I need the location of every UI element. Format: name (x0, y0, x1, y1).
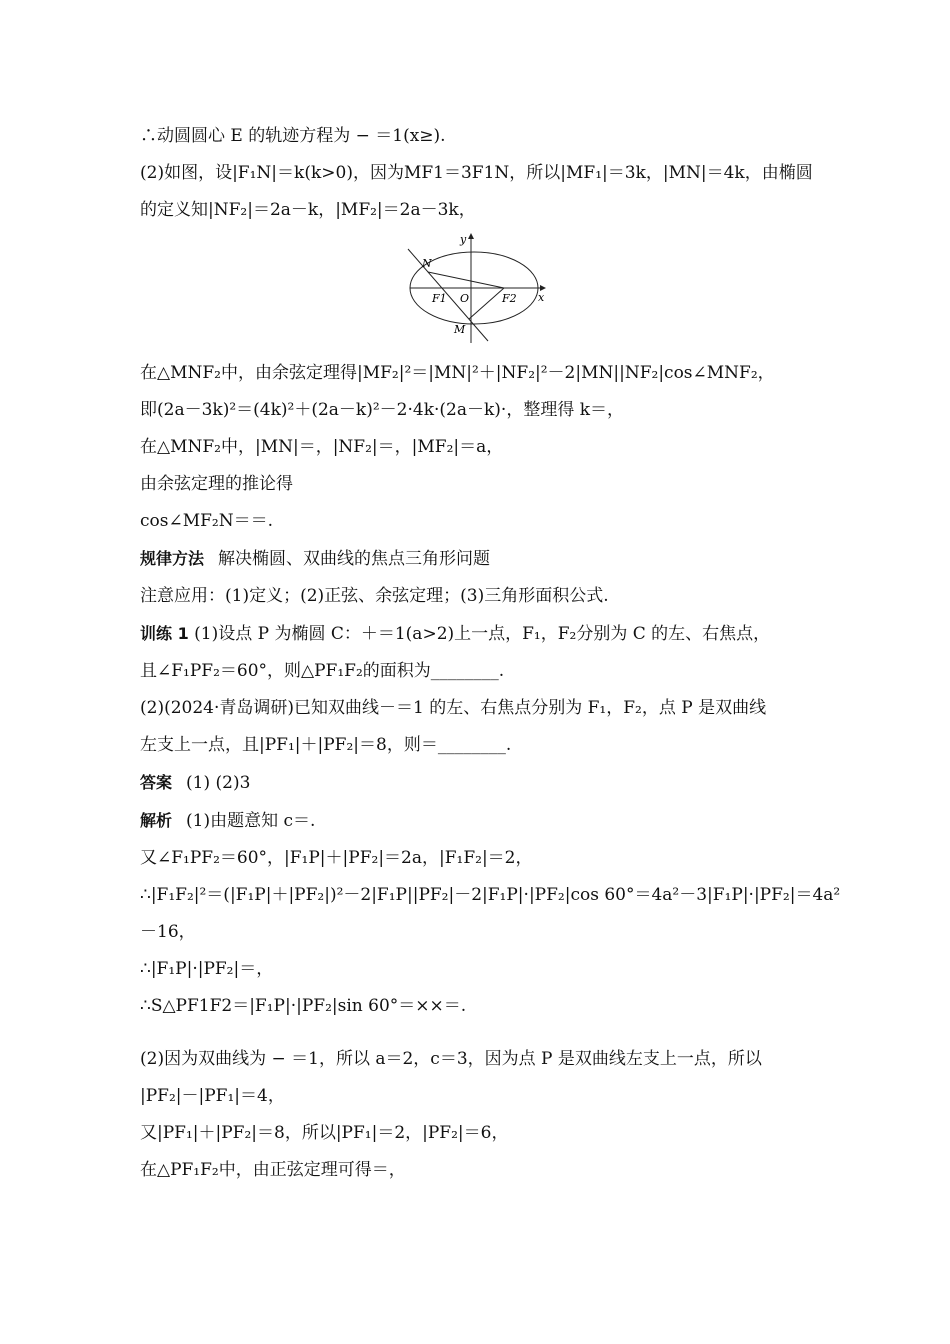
analysis-heading: 解析 (140, 811, 173, 830)
method-body: 解决椭圆、双曲线的焦点三角形问题 (218, 549, 491, 569)
text-line: (2)因为双曲线为 − ＝1，所以 a＝2，c＝3，因为点 P 是双曲线左支上一点，所以 (140, 1049, 762, 1069)
text-line: 的定义知|NF₂|＝2a－k，|MF₂|＝2a－3k， (140, 200, 476, 220)
text-line: 注意应用：(1)定义；(2)正弦、余弦定理；(3)三角形面积公式. (140, 586, 609, 606)
text-line: 且∠F₁PF₂＝60°，则△PF₁F₂的面积为________. (140, 661, 505, 681)
line-nm (408, 249, 488, 341)
text-line: 在△MNF₂中，|MN|＝，|NF₂|＝，|MF₂|＝a， (140, 437, 504, 457)
label-o: O (460, 292, 470, 305)
text-line: 左支上一点，且|PF₁|＋|PF₂|＝8，则＝________. (140, 735, 512, 755)
text-line: ∴|F₁P|·|PF₂|＝， (140, 959, 274, 979)
document-page (140, 118, 841, 1189)
text-line: (2)如图，设|F₁N|＝k(k>0)，因为MF1＝3F1N，所以|MF₁|＝3k，|MN|＝4k，由椭圆 (140, 163, 813, 183)
text-line: ∴动圆圆心 E 的轨迹方程为 − ＝1(x≥). (140, 126, 446, 146)
analysis-body: (1)由题意知 c＝. (186, 811, 316, 831)
method-line (140, 540, 820, 578)
label-x: x (538, 291, 545, 304)
exercise-heading: 训练 1 (140, 624, 189, 643)
answer-line (140, 764, 820, 802)
text-line: ∴S△PF1F2＝|F₁P|·|PF₂|sin 60°＝××＝. (140, 996, 467, 1016)
text-line: －16， (140, 922, 196, 942)
text-line: cos∠MF₂N＝＝. (140, 511, 274, 531)
text-line: (2)(2024·青岛调研)已知双曲线－＝1 的左、右焦点分别为 F₁，F₂，点 P 是双曲线 (140, 698, 767, 718)
text-line: ∴|F₁F₂|²＝(|F₁P|＋|PF₂|)²－2|F₁P||PF₂|－2|F₁P|·|PF₂|cos 60°＝4a²－3|F₁P|·|PF₂|＝4a² (140, 885, 841, 905)
text-line: 又|PF₁|＋|PF₂|＝8，所以|PF₁|＝2，|PF₂|＝6， (140, 1123, 509, 1143)
ellipse-diagram (402, 231, 552, 349)
answer-heading: 答案 (140, 773, 173, 792)
label-m: M (454, 323, 466, 336)
spacer (140, 1025, 820, 1041)
answer-body: (1) (2)3 (186, 773, 251, 793)
label-y: y (460, 233, 467, 246)
exercise-body: (1)设点 P 为椭圆 C：＋＝1(a>2)上一点，F₁，F₂分别为 C 的左、右焦点， (194, 624, 771, 644)
y-axis-arrow (468, 233, 474, 239)
text-line: 由余弦定理的推论得 (140, 474, 293, 494)
analysis-line (140, 802, 820, 840)
label-f1: F1 (432, 292, 447, 305)
text-line: 在△PF₁F₂中，由正弦定理可得＝， (140, 1160, 406, 1180)
ellipse-figure (140, 231, 820, 349)
label-f2: F2 (502, 292, 517, 305)
segment-mf2 (469, 288, 504, 319)
text-line: 又∠F₁PF₂＝60°，|F₁P|＋|PF₂|＝2a，|F₁F₂|＝2， (140, 848, 533, 868)
text-line: |PF₂|－|PF₁|＝4， (140, 1086, 285, 1106)
exercise-line (140, 615, 820, 653)
label-n: N (422, 257, 432, 270)
method-heading: 规律方法 (140, 549, 205, 568)
text-line: 在△MNF₂中，由余弦定理得|MF₂|²＝|MN|²＋|NF₂|²－2|MN||NF₂|cos∠MNF₂， (140, 363, 775, 383)
text-line: 即(2a－3k)²＝(4k)²＋(2a－k)²－2·4k·(2a－k)·，整理得 k＝， (140, 400, 625, 420)
